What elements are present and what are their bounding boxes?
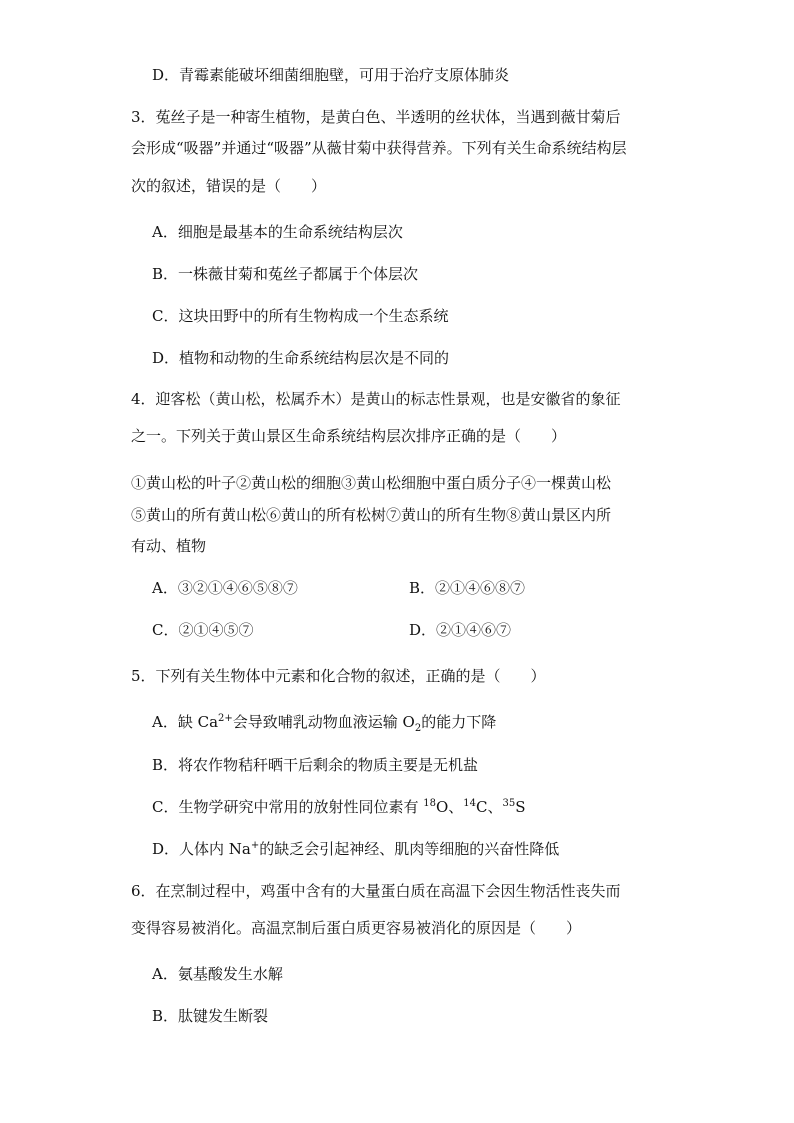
q4-option-d: D．②①④⑥⑦ bbox=[409, 621, 512, 639]
q5-option-c-sup3: 35 bbox=[502, 798, 516, 809]
q3-stem-line2: 会形成“吸器”并通过“吸器”从薇甘菊中获得营养。下列有关生命系统结构层 bbox=[131, 139, 627, 157]
q3-option-a: A．细胞是最基本的生命系统结构层次 bbox=[152, 223, 403, 241]
q6-option-a: A．氨基酸发生水解 bbox=[152, 965, 283, 983]
q5-option-a-post: 的能力下降 bbox=[421, 713, 497, 731]
q4-option-a: A．③②①④⑥⑤⑧⑦ bbox=[152, 579, 298, 597]
q4-option-c: C．②①④⑤⑦ bbox=[152, 621, 254, 639]
q6-stem-line1: 6．在烹制过程中，鸡蛋中含有的大量蛋白质在高温下会因生物活性丧失而 bbox=[131, 882, 621, 900]
q4-items-line2: ⑤黄山的所有黄山松⑥黄山的所有松树⑦黄山的所有生物⑧黄山景区内所 bbox=[131, 506, 612, 524]
q5-option-a-sub: 2 bbox=[414, 723, 422, 734]
q3-stem-line1: 3．菟丝子是一种寄生植物，是黄白色、半透明的丝状体，当遇到薇甘菊后 bbox=[131, 108, 621, 126]
q6-option-b: B．肽键发生断裂 bbox=[152, 1007, 269, 1025]
q5-stem: 5．下列有关生物体中元素和化合物的叙述，正确的是（ ） bbox=[131, 667, 546, 685]
q4-stem-line2: 之一。下列关于黄山景区生命系统结构层次排序正确的是（ ） bbox=[131, 427, 567, 445]
q5-option-d-sup: + bbox=[250, 840, 260, 851]
q5-option-c-pre: C．生物学研究中常用的放射性同位素有 bbox=[152, 798, 424, 816]
q5-option-c-t3: S bbox=[515, 798, 526, 816]
q3-option-b: B．一株薇甘菊和菟丝子都属于个体层次 bbox=[152, 265, 419, 283]
q3-option-c: C．这块田野中的所有生物构成一个生态系统 bbox=[152, 307, 449, 325]
q5-option-c-t1: O、 bbox=[435, 798, 464, 816]
q5-option-a-mid: 会导致哺乳动物血液运输 O bbox=[232, 713, 415, 731]
q5-option-c-sup1: 18 bbox=[423, 798, 436, 809]
q4-items-line3: 有动、植物 bbox=[131, 537, 207, 555]
q4-stem-line1: 4．迎客松（黄山松，松属乔木）是黄山的标志性景观，也是安徽省的象征 bbox=[131, 390, 621, 408]
q5-option-d-pre: D．人体内 Na bbox=[152, 840, 251, 858]
q5-option-b: B．将农作物秸秆晒干后剩余的物质主要是无机盐 bbox=[152, 756, 479, 774]
q4-items-line1: ①黄山松的叶子②黄山松的细胞③黄山松细胞中蛋白质分子④一棵黄山松 bbox=[131, 474, 612, 492]
q5-option-a bbox=[152, 712, 496, 735]
q5-option-d-post: 的缺乏会引起神经、肌肉等细胞的兴奋性降低 bbox=[259, 840, 560, 858]
q3-option-d: D．植物和动物的生命系统结构层次是不同的 bbox=[152, 349, 450, 367]
q5-option-d bbox=[152, 839, 559, 862]
q5-option-a-sup: 2+ bbox=[218, 713, 233, 724]
q5-option-c bbox=[152, 797, 526, 820]
q5-option-c-t2: C、 bbox=[476, 798, 503, 816]
q5-option-a-pre: A．缺 Ca bbox=[152, 713, 219, 731]
q6-stem-line2: 变得容易被消化。高温烹制后蛋白质更容易被消化的原因是（ ） bbox=[131, 919, 582, 937]
q4-option-b: B．②①④⑥⑧⑦ bbox=[409, 579, 526, 597]
q5-option-c-sup2: 14 bbox=[463, 798, 477, 809]
q3-stem-line3: 次的叙述，错误的是（ ） bbox=[131, 177, 327, 195]
q2-option-d: D．青霉素能破坏细菌细胞壁，可用于治疗支原体肺炎 bbox=[152, 66, 510, 84]
